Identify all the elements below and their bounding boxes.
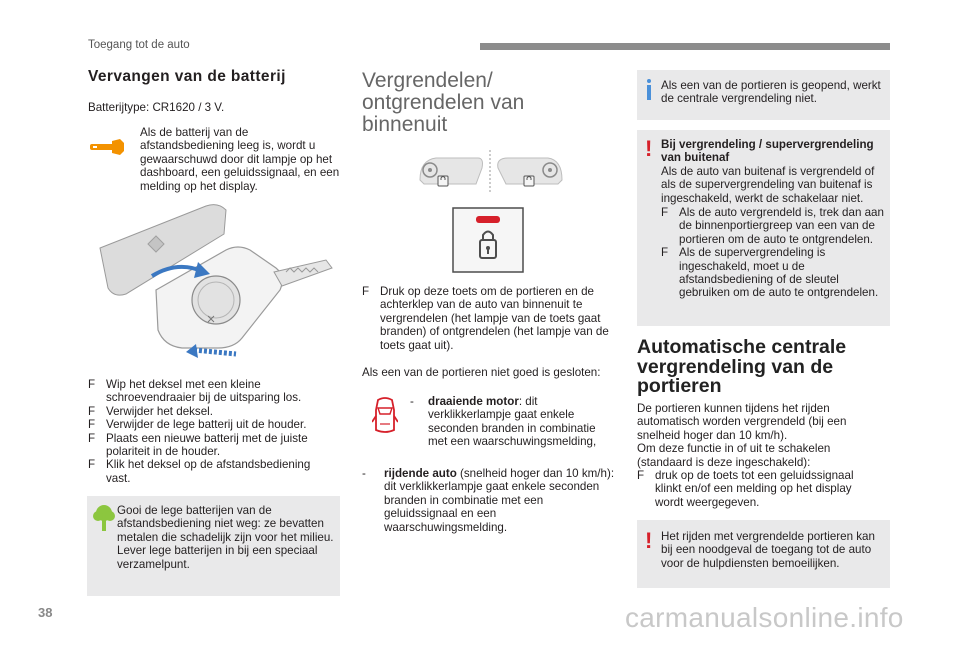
auto-lock-list <box>637 469 873 509</box>
tree-eco-icon <box>93 504 115 532</box>
auto-lock-text: De portieren kunnen tijdens het rijden automatisch worden vergrendeld (bij een snelheid hoger dan 10 km/h). Om deze functie in of uit te schakelen (standaard is deze ingeschakeld): <box>637 402 847 469</box>
battery-warning-text: Als de batterij van de afstandsbediening leeg is, wordt u gewaarschuwd door dit lampje op het dashboard, een geluidssignaal, en een melding op het display. <box>140 126 340 193</box>
list-item <box>362 285 618 352</box>
step-text: Plaats een nieuwe batterij met de juiste polariteit in de houder. <box>106 431 308 459</box>
bullet-glyph: F <box>637 469 645 482</box>
list-item <box>88 418 338 431</box>
battery-steps-list <box>88 378 338 485</box>
title-line: Automatische centrale <box>637 336 847 358</box>
dash-glyph: - <box>362 467 366 480</box>
title-line: Vergrendelen/ <box>362 69 493 92</box>
bullet-glyph: F <box>661 246 669 260</box>
list-item <box>88 432 338 459</box>
title-line: binnenuit <box>362 113 448 136</box>
header-bar <box>480 43 890 50</box>
eco-text: Gooi de lege batterijen van de afstandsbediening niet weg: ze bevatten metalen die schadelijk zijn voor het milieu. Lever lege batterijen in bij een speciaal verzamelpunt. <box>117 504 334 571</box>
bullet-glyph: F <box>88 431 96 445</box>
bullet-glyph: F <box>88 418 96 432</box>
driving-item <box>384 467 616 534</box>
warning-text: Als de auto van buitenaf is vergrendeld of als de supervergrendeling van buitenaf is ingeschakeld, werkt de schakelaar niet. <box>661 165 875 205</box>
bullet-glyph: F <box>661 206 669 219</box>
item-bold-label: rijdende auto <box>384 467 457 480</box>
list-item <box>661 246 885 300</box>
door-open-warning-icon <box>372 396 398 436</box>
warning-title: Bij vergrendeling / supervergrendeling van buitenaf <box>661 138 874 165</box>
exclamation-icon: ! <box>645 136 653 161</box>
list-item <box>88 405 338 418</box>
door-not-closed-text: Als een van de portieren niet goed is gesloten: <box>362 366 601 379</box>
section-header-label: Toegang tot de auto <box>88 39 190 51</box>
battery-type: Batterijtype: CR1620 / 3 V. <box>88 101 225 114</box>
warning-list <box>661 206 885 300</box>
warning-item-text: Als de auto vergrendeld is, trek dan aan de binnenportiergreep van een van de portieren om de auto te ontgrendelen. <box>679 206 884 246</box>
page-number: 38 <box>38 605 53 620</box>
lock-section-title <box>362 70 524 136</box>
list-item <box>88 458 338 485</box>
bullet-glyph: F <box>362 285 370 298</box>
dashboard-steering-wheels-illustration <box>416 150 566 192</box>
battery-section-title: Vervangen van de batterij <box>88 68 286 85</box>
step-text: Druk op deze toets om de portieren en de achterklep van de auto van binnenuit te vergrendelen (het lampje van de toets gaat branden) of ontgrendelen (het lampje van de toets gaat uit). <box>380 285 609 352</box>
bullet-glyph: F <box>88 378 96 391</box>
watermark: carmanualsonline.info <box>625 602 904 633</box>
engine-running-item <box>428 395 618 449</box>
lock-step-list <box>362 285 618 352</box>
step-text: Wip het deksel met een kleine schroevendraaier bij de uitsparing los. <box>106 378 302 405</box>
remote-key-battery-illustration <box>86 198 344 370</box>
title-line: vergrendeling van de <box>637 355 834 378</box>
dash-glyph: - <box>410 395 414 408</box>
warning-text: Het rijden met vergrendelde portieren kan bij een noodgeval de toegang tot de auto voor de hulpdiensten bemoeilijken. <box>661 530 875 570</box>
exclamation-icon: ! <box>645 528 653 553</box>
auto-lock-item-text: druk op de toets tot een geluidssignaal klinkt en/of een melding op het display wordt weergegeven. <box>655 469 854 509</box>
step-text: Verwijder de lege batterij uit de houder. <box>106 418 307 432</box>
central-lock-button[interactable] <box>452 207 524 273</box>
auto-lock-section-title <box>637 338 846 397</box>
warning-box-exterior-lock <box>637 130 890 326</box>
bullet-glyph: F <box>88 458 96 472</box>
list-item <box>637 469 873 509</box>
title-line: portieren <box>637 375 722 397</box>
list-item <box>661 206 885 246</box>
warning-box-emergency <box>637 520 890 588</box>
info-icon <box>647 79 651 101</box>
info-text: Als een van de portieren is geopend, werkt de centrale vergrendeling niet. <box>661 79 881 106</box>
warning-item-text: Als de supervergrendeling is ingeschakeld, moet u de afstandsbediening of de sleutel gebruiken om de auto te ontgrendelen. <box>679 246 879 300</box>
item-text: (snelheid hoger dan 10 km/h): dit verklikkerlampje gaat enkele seconden branden in combinatie met een geluidssignaal en een waarschuwingsmelding. <box>384 467 615 534</box>
bullet-glyph: F <box>88 404 96 418</box>
list-item <box>88 378 338 405</box>
eco-info-box <box>87 496 340 596</box>
item-bold-label: draaiende motor <box>428 395 519 408</box>
step-text: Klik het deksel op de afstandsbediening vast. <box>106 458 311 485</box>
title-line: ontgrendelen van <box>362 91 525 114</box>
item-text: : dit verklikkerlampje gaat enkele seconden branden in combinatie met een waarschuwingsmelding, <box>428 395 597 449</box>
key-battery-warning-icon <box>90 138 126 156</box>
info-box-door-open <box>637 70 890 120</box>
step-text: Verwijder het deksel. <box>106 404 213 418</box>
